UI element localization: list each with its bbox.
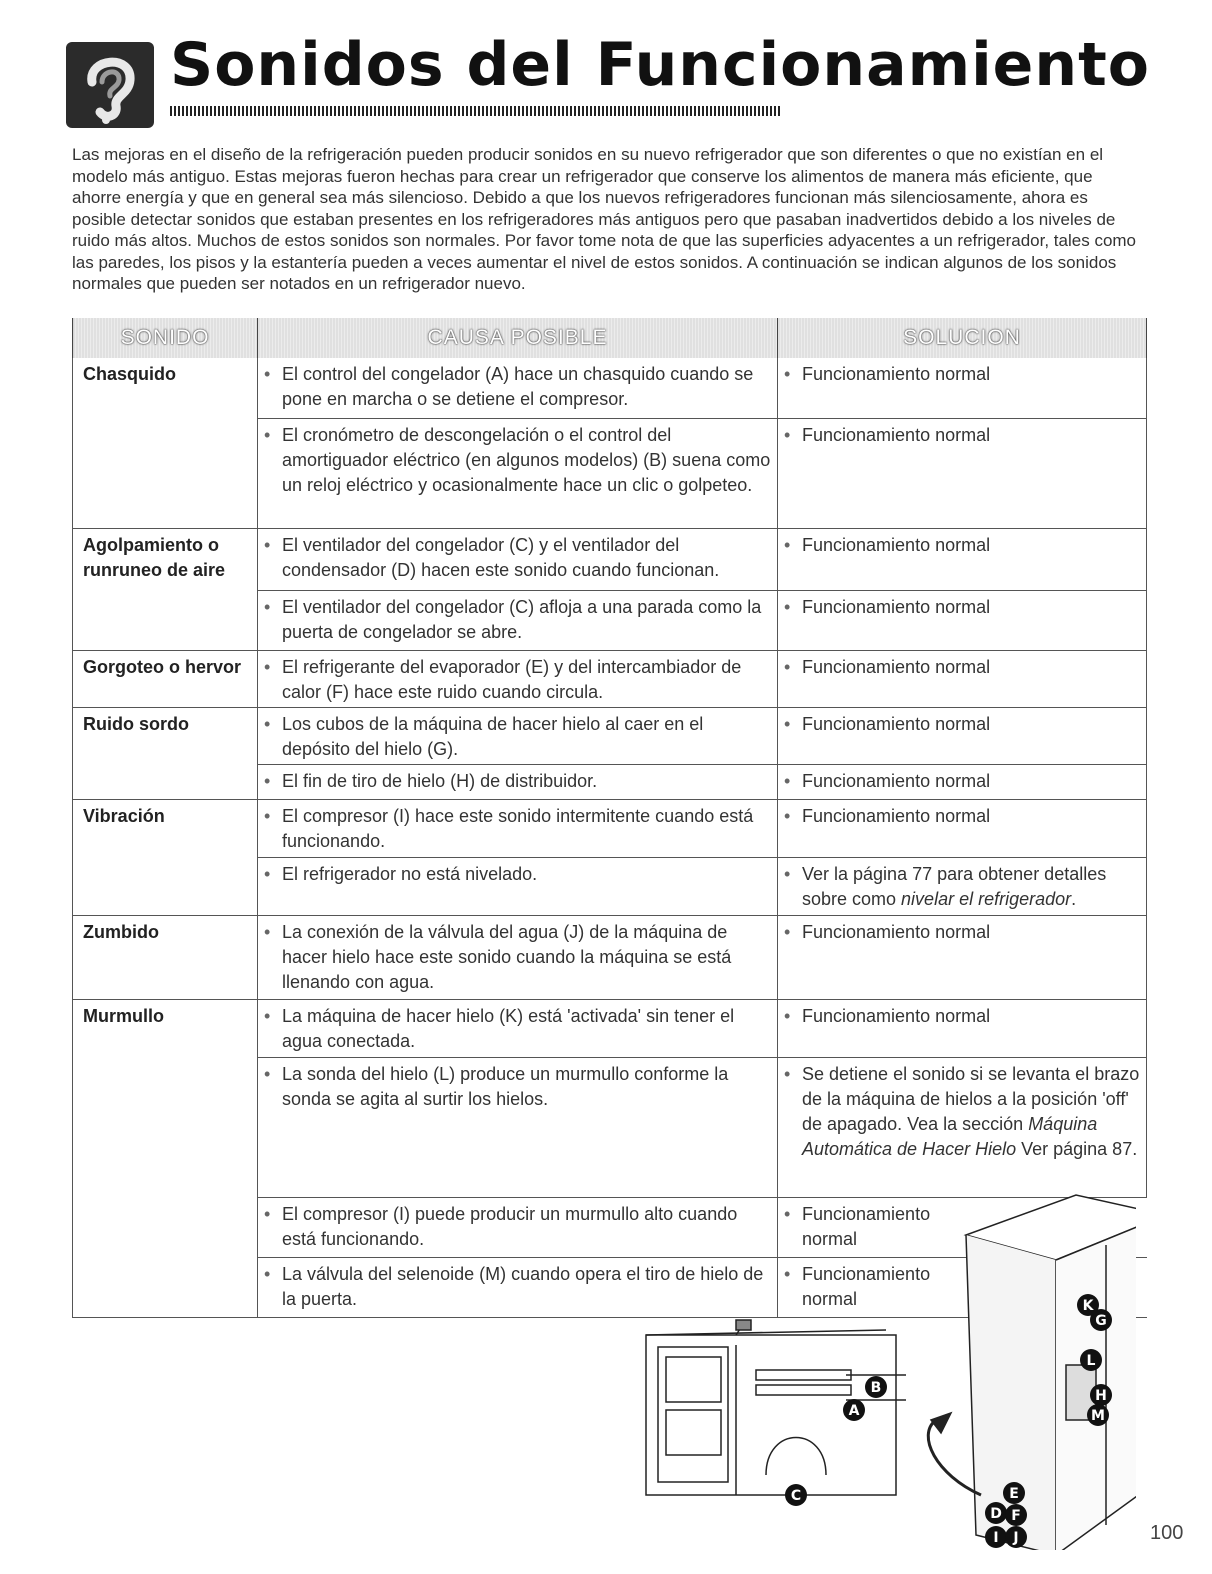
solution-text: Funcionamiento normal [802, 534, 991, 555]
solution-cell: • Funcionamiento normal [778, 650, 1147, 707]
solution-cell: • Funcionamiento normal [778, 528, 1147, 590]
solution-text: Funcionamiento normal [802, 1263, 931, 1309]
solution-cell: • Se detiene el sonido si se levanta el brazo de la máquina de hielos a la posición 'off' de apagado. Vea la sección Máquina Automática de Hacer Hielo Ver página 87. [778, 1057, 1147, 1197]
callout-e [1003, 1482, 1025, 1504]
table-row [73, 650, 1147, 707]
cause-cell: • Los cubos de la máquina de hacer hielo al caer en el depósito del hielo (G). [258, 707, 778, 764]
solution-text: Funcionamiento normal [802, 1005, 991, 1026]
sound-cell: Chasquido [73, 358, 258, 528]
callout-i [985, 1526, 1007, 1548]
solution-cell: • Funcionamiento normal [778, 707, 1147, 764]
header-solucion: SOLUCION [778, 318, 1147, 358]
cause-text: La válvula del selenoide (M) cuando opera el tiro de hielo de la puerta. [282, 1263, 764, 1309]
sound-cell: Ruido sordo [73, 707, 258, 799]
svg-text:J: J [1013, 1530, 1019, 1546]
sound-cell: Gorgoteo o hervor [73, 650, 258, 707]
solution-text: Funcionamiento normal [802, 713, 991, 734]
cause-text: El refrigerador no está nivelado. [282, 863, 538, 884]
svg-text:E: E [1009, 1486, 1019, 1502]
solution-cell: • Funcionamiento normal [778, 358, 1147, 418]
solution-text [802, 1062, 1140, 1162]
table-row [73, 528, 1147, 590]
page-number: 100 [1150, 1522, 1184, 1544]
refrigerator-diagram [636, 1175, 1136, 1550]
cause-cell: • La sonda del hielo (L) produce un murmullo conforme la sonda se agita al surtir los hielos. [258, 1057, 778, 1197]
cause-cell: • El refrigerante del evaporador (E) y del intercambiador de calor (F) hace este ruido cuando circula. [258, 650, 778, 707]
cause-text: El control del congelador (A) hace un chasquido cuando se pone en marcha o se detiene el compresor. [282, 364, 754, 409]
cause-cell: • El fin de tiro de hielo (H) de distribuidor. [258, 764, 778, 799]
sound-cell: Vibración [73, 799, 258, 915]
freezer-interior-drawing [646, 1320, 906, 1495]
cause-cell: • El ventilador del congelador (C) y el ventilador del condensador (D) hacen este sonido cuando funcionan. [258, 528, 778, 590]
cause-cell: • La máquina de hacer hielo (K) está 'activada' sin tener el agua conectada. [258, 999, 778, 1057]
header-sonido: SONIDO [73, 318, 258, 358]
table-row [73, 799, 1147, 857]
table-row [73, 915, 1147, 999]
cause-cell: • El cronómetro de descongelación o el control del amortiguador eléctrico (en algunos modelos) (B) suena como un reloj eléctrico y ocasionalmente hace un clic o golpeteo. [258, 418, 778, 528]
solution-cell: • Funcionamiento normal [778, 764, 1147, 799]
cause-text: El compresor (I) puede producir un murmullo alto cuando está funcionando. [282, 1203, 738, 1249]
solution-text-part: Se detiene el sonido si se levanta el brazo de la máquina de hielos a la posición 'off' de apagado. Vea la sección [802, 1063, 1140, 1134]
callout-k [1077, 1294, 1099, 1316]
cause-text: El compresor (I) hace este sonido intermitente cuando está funcionando. [282, 805, 754, 851]
header-causa: CAUSA POSIBLE [258, 318, 778, 358]
svg-text:I: I [993, 1530, 999, 1546]
table-row [73, 999, 1147, 1057]
solution-text: Funcionamiento normal [802, 364, 991, 384]
cause-cell: • El compresor (I) puede producir un murmullo alto cuando está funcionando. [258, 1197, 778, 1257]
callout-j [1005, 1526, 1027, 1548]
sound-cell: Agolpamiento o runruneo de aire [73, 528, 258, 650]
cause-text: El ventilador del congelador (C) afloja a una parada como la puerta de congelador se abre. [282, 596, 762, 642]
cause-cell: • La conexión de la válvula del agua (J) de la máquina de hacer hielo hace este sonido cuando la máquina se está llenando con agua. [258, 915, 778, 999]
sound-cell: Zumbido [73, 915, 258, 999]
solution-text: Funcionamiento normal [802, 805, 991, 826]
sound-cell: Murmullo [73, 999, 258, 1317]
cause-text: La conexión de la válvula del agua (J) de la máquina de hacer hielo hace este sonido cuando la máquina se está llenando con agua. [282, 921, 732, 992]
solution-cell: • Ver la página 77 para obtener detalles sobre como nivelar el refrigerador. [778, 857, 1147, 915]
page-title: Sonidos del Funcionamiento [170, 30, 1150, 100]
table-row [73, 707, 1147, 764]
cause-text: El refrigerante del evaporador (E) y del intercambiador de calor (F) hace este ruido cuando circula. [282, 656, 742, 702]
solution-text-part: Ver página 87. [1016, 1138, 1138, 1159]
solution-cell: • Funcionamiento normal [778, 1197, 1147, 1257]
svg-text:H: H [1095, 1388, 1107, 1404]
svg-text:K: K [1082, 1298, 1094, 1314]
solution-text: Funcionamiento normal [802, 770, 991, 791]
title-underline [170, 106, 782, 116]
solution-text: Funcionamiento normal [802, 1203, 931, 1249]
callout-h [1090, 1384, 1112, 1406]
table-row [73, 358, 1147, 418]
solution-cell: • Funcionamiento normal [778, 915, 1147, 999]
callout-a [843, 1399, 865, 1421]
solution-link-text: Máquina Automática de Hacer Hielo [802, 1113, 1098, 1159]
callout-m [1087, 1404, 1109, 1426]
question-ear-icon [66, 42, 154, 128]
solution-cell: • Funcionamiento normal [778, 999, 1147, 1057]
svg-text:A: A [848, 1403, 860, 1419]
svg-text:C: C [790, 1488, 802, 1504]
solution-text-part: . [1071, 888, 1077, 909]
callout-b [865, 1376, 887, 1398]
solution-text: Funcionamiento normal [802, 921, 991, 942]
solution-cell: • Funcionamiento normal [778, 590, 1147, 650]
solution-text [802, 862, 1140, 912]
svg-text:G: G [1095, 1313, 1107, 1329]
solution-cell: • Funcionamiento normal [778, 799, 1147, 857]
cause-cell: • La válvula del selenoide (M) cuando opera el tiro de hielo de la puerta. [258, 1257, 778, 1317]
solution-text: Funcionamiento normal [802, 656, 991, 677]
callout-c [785, 1484, 807, 1506]
svg-text:M: M [1091, 1408, 1105, 1424]
cause-text: La sonda del hielo (L) produce un murmullo conforme la sonda se agita al surtir los hielos. [282, 1063, 729, 1109]
cause-cell: • El compresor (I) hace este sonido intermitente cuando está funcionando. [258, 799, 778, 857]
callout-d [985, 1502, 1007, 1524]
cause-text: El cronómetro de descongelación o el control del amortiguador eléctrico (en algunos modelos) (B) suena como un reloj eléctrico y ocasionalmente hace un clic o golpeteo. [282, 424, 771, 495]
svg-text:B: B [870, 1380, 882, 1396]
callout-l [1080, 1349, 1102, 1371]
svg-text:L: L [1086, 1353, 1096, 1369]
solution-cell: • Funcionamiento normal [778, 1257, 1147, 1317]
intro-paragraph: Las mejoras en el diseño de la refrigeración pueden producir sonidos en su nuevo refrigerador que son diferentes o que no existían en el modelo más antiguo. Estas mejoras fueron hechas para crear un refrigerador que conserve los alimentos de manera más eficiente, que ahorre energía y que en general sea más silencioso. Debido a que los nuevos refrigeradores funcionan más silenciosamente, ahora es posible detectar sonidos que estaban presentes en los refrigeradores más antiguos pero que pasaban inadvertidos debido a los niveles de ruido más altos. Muchos de estos sonidos son normales. Por favor tome nota de que las superficies adyacentes a un refrigerador, tales como las paredes, los pisos y la estantería pueden a veces aumentar el nivel de estos sonidos. A continuación se indican algunos de los sonidos normales que pueden ser notados en un refrigerador nuevo. [72, 145, 1137, 293]
cause-cell: • El ventilador del congelador (C) afloja a una parada como la puerta de congelador se abre. [258, 590, 778, 650]
cause-text: La máquina de hacer hielo (K) está 'activada' sin tener el agua conectada. [282, 1005, 735, 1051]
sounds-table [72, 318, 1147, 1318]
solution-text-part: Ver la página 77 para obtener detalles sobre como [802, 863, 1107, 909]
svg-text:D: D [990, 1506, 1002, 1522]
cause-text: El fin de tiro de hielo (H) de distribuidor. [282, 770, 598, 791]
cause-cell: • El control del congelador (A) hace un chasquido cuando se pone en marcha o se detiene el compresor. [258, 358, 778, 418]
solution-cell: • Funcionamiento normal [778, 418, 1147, 528]
cause-cell: • El refrigerador no está nivelado. [258, 857, 778, 915]
cause-text: Los cubos de la máquina de hacer hielo al caer en el depósito del hielo (G). [282, 713, 704, 759]
solution-text: Funcionamiento normal [802, 596, 991, 617]
table-header-row [73, 318, 1147, 358]
callout-f [1005, 1504, 1027, 1526]
refrigerator-body-drawing [928, 1195, 1136, 1550]
solution-text: Funcionamiento normal [802, 424, 991, 445]
cause-text: El ventilador del congelador (C) y el ventilador del condensador (D) hacen este sonido cuando funcionan. [282, 534, 720, 580]
solution-link-text: nivelar el refrigerador [901, 888, 1072, 909]
svg-text:F: F [1011, 1508, 1021, 1524]
